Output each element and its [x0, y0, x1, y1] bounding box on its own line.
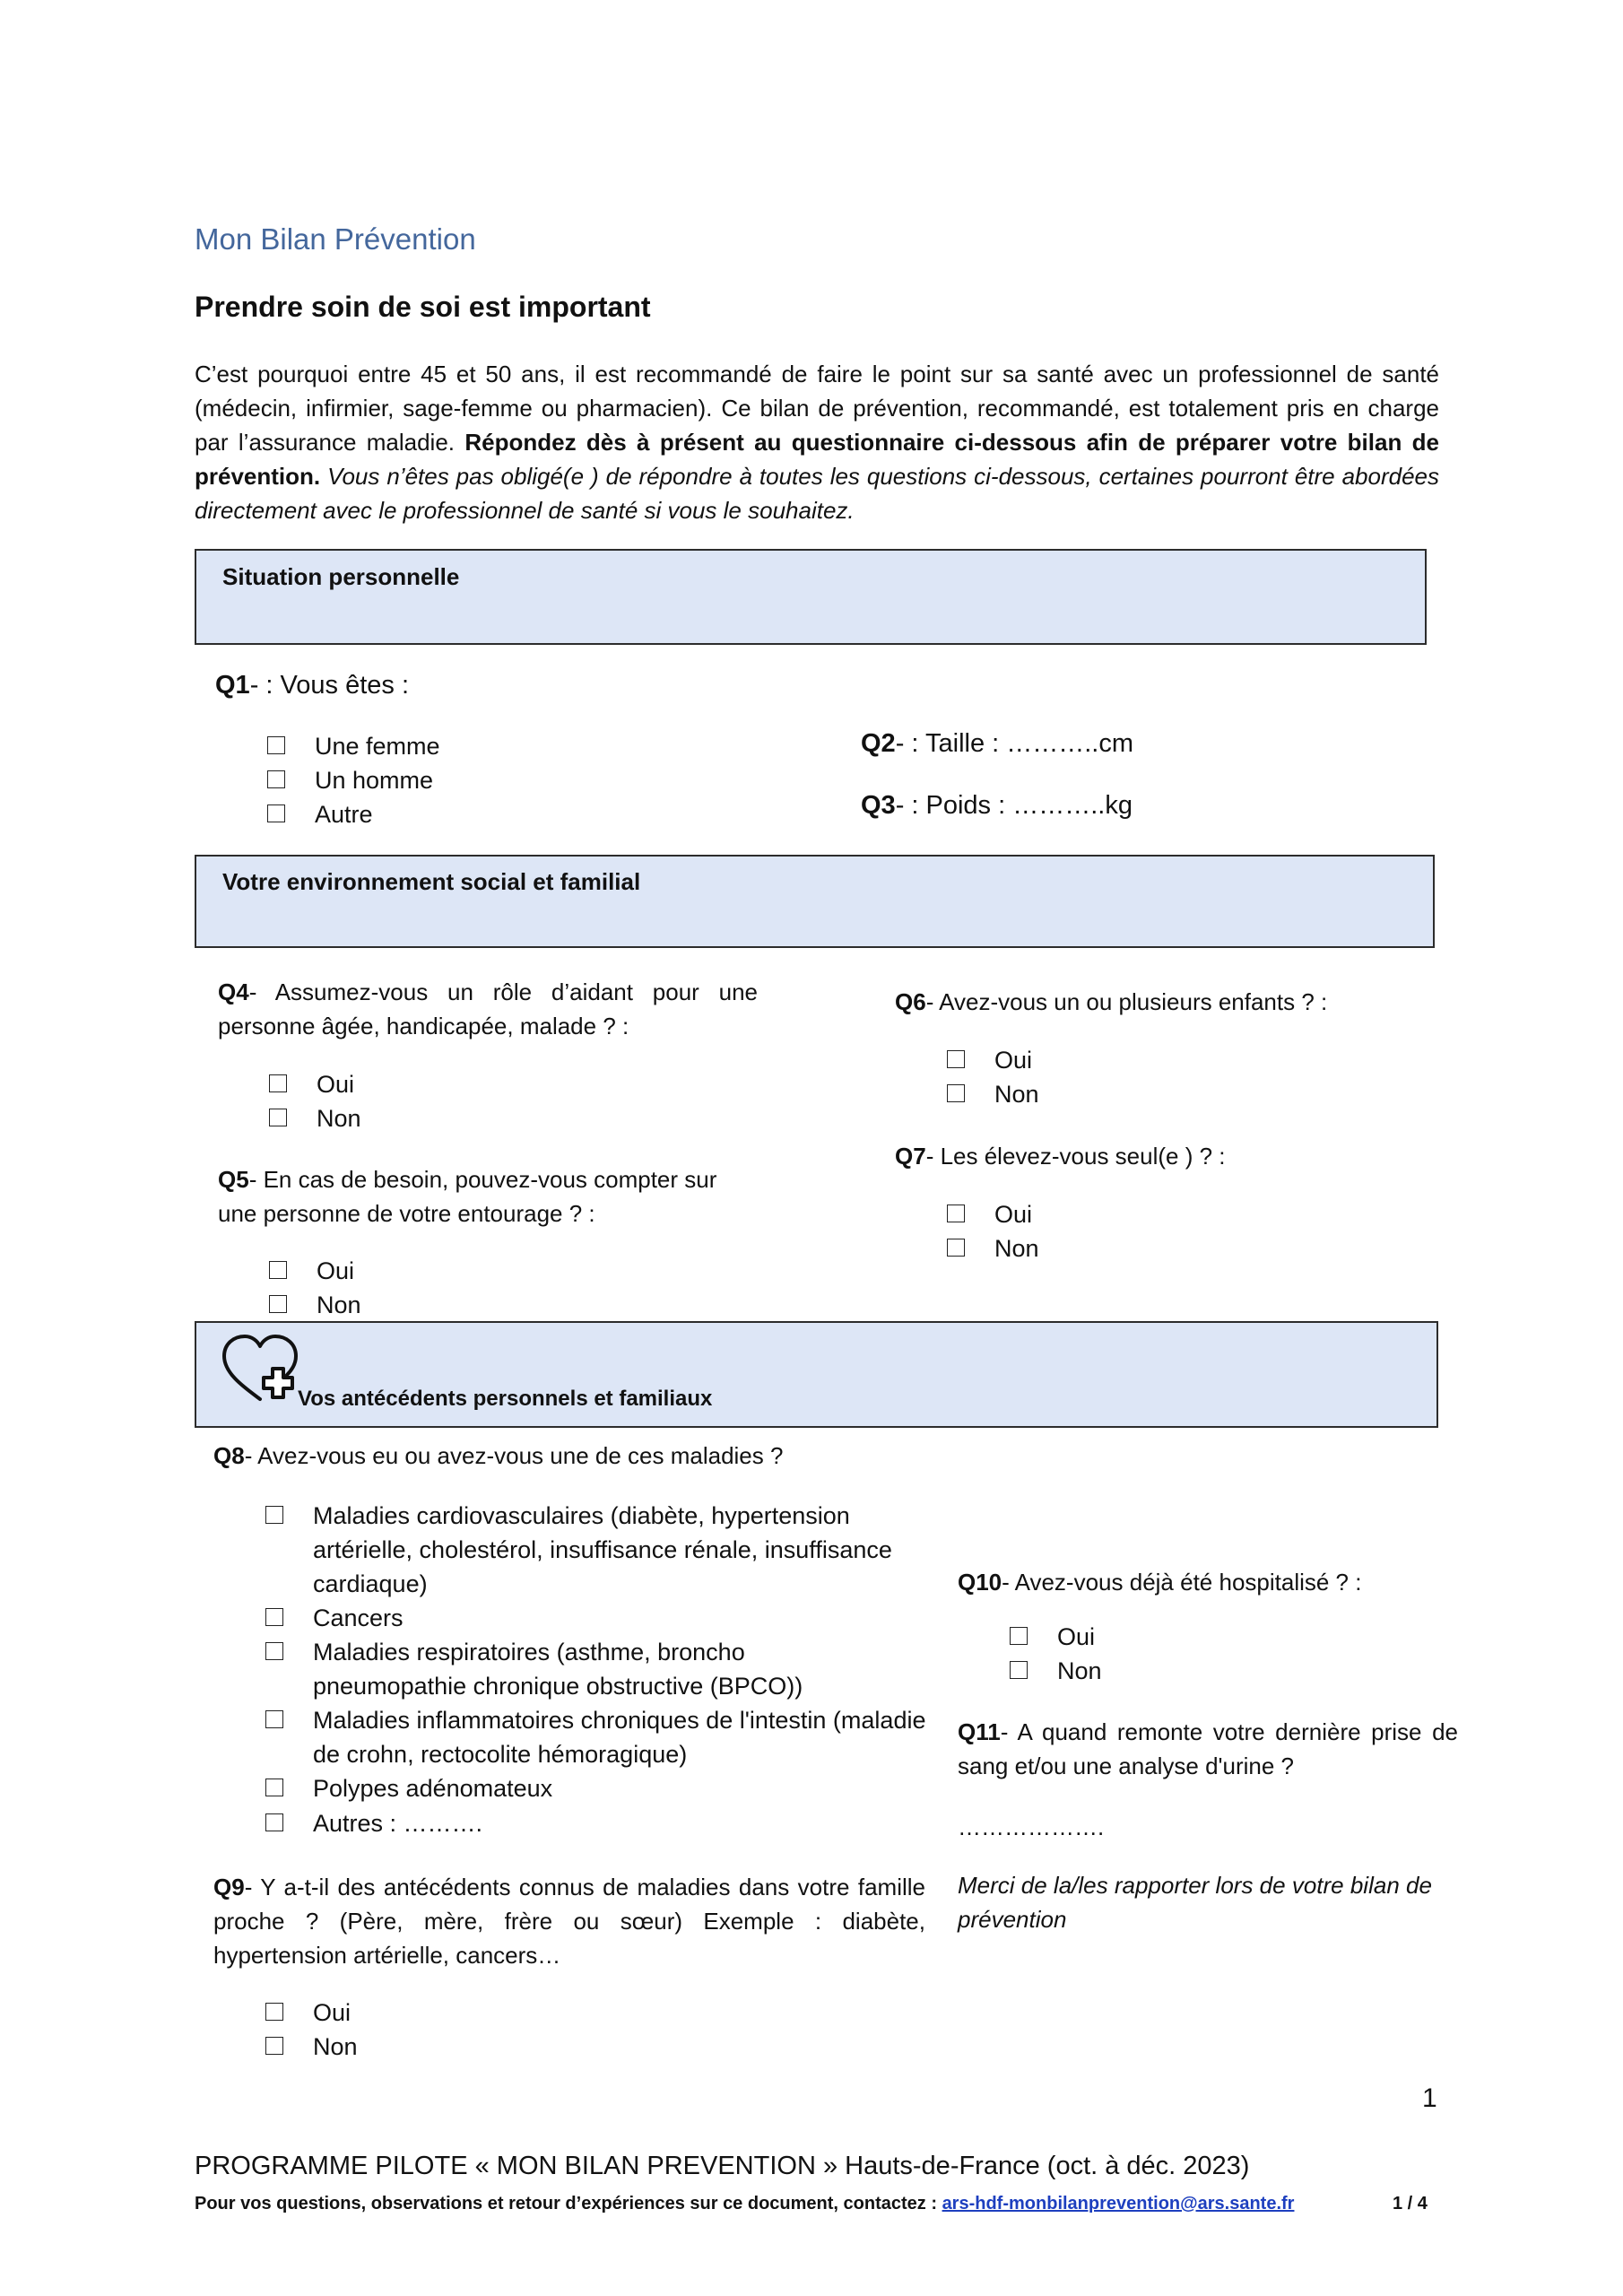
checkbox-option[interactable]: [265, 1771, 552, 1805]
question-text: - : Taille : ………..cm: [895, 729, 1134, 758]
checkbox-option[interactable]: [269, 1254, 354, 1288]
checkbox-option[interactable]: [1010, 1654, 1102, 1688]
option-label: Oui: [1057, 1623, 1096, 1650]
question-number: Q4: [218, 978, 249, 1005]
checkbox-option[interactable]: [269, 1101, 361, 1135]
question-number: Q11: [958, 1718, 1001, 1745]
option-label: Autre: [315, 801, 373, 828]
checkbox-option[interactable]: [265, 1601, 929, 1635]
option-label: Non: [994, 1235, 1039, 1262]
question-number: Q7: [895, 1143, 926, 1170]
checkbox[interactable]: [265, 1506, 283, 1524]
option-label: Non: [317, 1105, 361, 1132]
question-text: - Avez-vous un ou plusieurs enfants ? :: [925, 988, 1328, 1015]
document-title: Mon Bilan Prévention: [195, 222, 476, 256]
checkbox-option[interactable]: [269, 1067, 354, 1101]
question-number: Q2: [861, 729, 896, 758]
option-label: Oui: [317, 1071, 355, 1098]
checkbox-option[interactable]: [269, 1288, 361, 1322]
question-number: Q10: [958, 1569, 1002, 1596]
option-label: Maladies cardiovasculaires (diabète, hypertension artérielle, cholestérol, insuffisance rénale, insuffisance cardiaque): [313, 1502, 892, 1597]
checkbox-option[interactable]: [265, 2030, 358, 2064]
option-label: Non: [1057, 1657, 1102, 1684]
intro-paragraph: [195, 357, 1439, 527]
section-title-antecedents: Vos antécédents personnels et familiaux: [298, 1387, 713, 1411]
option-label: Oui: [994, 1201, 1033, 1228]
checkbox-option[interactable]: [267, 729, 440, 763]
question-number: Q3: [861, 791, 896, 820]
checkbox[interactable]: [265, 1779, 283, 1796]
checkbox[interactable]: [947, 1084, 965, 1102]
option-label: Un homme: [315, 767, 434, 794]
section-title-environnement: Votre environnement social et familial: [222, 868, 641, 895]
question-text: - Assumez-vous un rôle d’aidant pour une personne âgée, handicapée, malade ? :: [218, 978, 758, 1039]
question-q2[interactable]: [861, 729, 1133, 759]
checkbox-option[interactable]: [265, 1806, 482, 1840]
question-number: Q9: [213, 1874, 245, 1900]
option-label: Une femme: [315, 733, 440, 760]
checkbox-option[interactable]: [265, 1996, 351, 2030]
page-number: 1: [1422, 2083, 1437, 2113]
checkbox[interactable]: [1010, 1627, 1028, 1645]
checkbox-option[interactable]: [265, 1499, 929, 1601]
checkbox[interactable]: [947, 1050, 965, 1068]
checkbox[interactable]: [265, 1642, 283, 1660]
question-text: - Y a-t-il des antécédents connus de maladies dans votre famille proche ? (Père, mère, frère ou sœur) Exemple : diabète, hypertension artérielle, cancers…: [213, 1874, 925, 1969]
question-q10: [958, 1565, 1361, 1599]
option-label: Oui: [313, 1999, 352, 2026]
question-text: - : Poids : ………..kg: [895, 791, 1133, 820]
option-label: Maladies inflammatoires chroniques de l'intestin (maladie de crohn, rectocolite hémoragique): [313, 1707, 926, 1768]
checkbox-option[interactable]: [947, 1043, 1032, 1077]
question-q7: [895, 1139, 1226, 1173]
checkbox-option[interactable]: [267, 763, 433, 797]
q11-answer-field[interactable]: ……………….: [958, 1813, 1105, 1840]
option-label: Autres : ……….: [313, 1810, 483, 1837]
question-q3[interactable]: [861, 791, 1133, 821]
intro-text: C’est pourquoi entre 45 et 50 ans, il est recommandé de faire le point sur sa santé avec un professionnel de santé (médecin, infirmier, sage-femme ou pharmacien). Ce bilan de prévention, recommandé, est totalement pris en charge par l’assurance maladie.: [195, 361, 1439, 456]
checkbox-option[interactable]: [267, 797, 373, 831]
option-label: Oui: [994, 1047, 1033, 1074]
footer-program: PROGRAMME PILOTE « MON BILAN PREVENTION » Hauts-de-France (oct. à déc. 2023): [195, 2152, 1250, 2180]
checkbox[interactable]: [1010, 1661, 1028, 1679]
checkbox-option[interactable]: [947, 1231, 1039, 1265]
checkbox[interactable]: [267, 770, 285, 788]
checkbox-option[interactable]: [265, 1703, 929, 1771]
question-text: - A quand remonte votre dernière prise de sang et/ou une analyse d'urine ?: [958, 1718, 1458, 1779]
heart-plus-icon: [219, 1333, 301, 1408]
checkbox[interactable]: [267, 736, 285, 754]
page-heading: Prendre soin de soi est important: [195, 291, 651, 323]
q11-note: Merci de la/les rapporter lors de votre bilan de prévention: [958, 1872, 1432, 1933]
question-text: - En cas de besoin, pouvez-vous compter sur une personne de votre entourage ? :: [218, 1166, 717, 1227]
checkbox[interactable]: [269, 1074, 287, 1092]
checkbox-option[interactable]: [947, 1077, 1039, 1111]
checkbox[interactable]: [269, 1295, 287, 1313]
checkbox[interactable]: [265, 1710, 283, 1728]
section-title-situation: Situation personnelle: [222, 563, 460, 590]
checkbox[interactable]: [265, 1813, 283, 1831]
checkbox-option[interactable]: [265, 1635, 857, 1703]
checkbox[interactable]: [265, 1608, 283, 1626]
option-label: Maladies respiratoires (asthme, broncho pneumopathie chronique obstructive (BPCO)): [313, 1639, 803, 1700]
footer-page-of: 1 / 4: [1393, 2194, 1428, 2213]
question-q4: [218, 975, 758, 1043]
section-antecedents: [195, 1321, 1438, 1428]
question-q5: [218, 1162, 758, 1231]
option-label: Non: [313, 2033, 358, 2060]
question-number: Q1: [215, 671, 250, 700]
option-label: Oui: [317, 1257, 355, 1284]
question-q8: [213, 1439, 783, 1473]
question-q11: [958, 1715, 1458, 1783]
checkbox[interactable]: [947, 1239, 965, 1257]
intro-bold-text: Répondez dès à présent au questionnaire ci-dessous afin de préparer votre bilan de prévention.: [195, 429, 1439, 490]
question-number: Q8: [213, 1442, 245, 1469]
footer-email-link[interactable]: ars-hdf-monbilanprevention@ars.sante.fr: [942, 2194, 1295, 2213]
checkbox[interactable]: [269, 1109, 287, 1126]
question-text: - Avez-vous eu ou avez-vous une de ces maladies ?: [244, 1442, 784, 1469]
question-q9: [213, 1870, 925, 1972]
checkbox[interactable]: [265, 2037, 283, 2055]
checkbox-option[interactable]: [947, 1197, 1032, 1231]
option-label: Non: [317, 1292, 361, 1318]
checkbox[interactable]: [267, 804, 285, 822]
question-number: Q5: [218, 1166, 249, 1193]
question-q6: [895, 985, 1327, 1019]
footer-contact-text: Pour vos questions, observations et retour d’expériences sur ce document, contactez :: [195, 2194, 942, 2213]
checkbox-option[interactable]: [1010, 1620, 1095, 1654]
footer-contact: [195, 2194, 1294, 2214]
option-label: Non: [994, 1081, 1039, 1108]
checkbox[interactable]: [947, 1205, 965, 1222]
checkbox[interactable]: [269, 1261, 287, 1279]
question-number: Q6: [895, 988, 926, 1015]
checkbox[interactable]: [265, 2003, 283, 2021]
question-text: - : Vous êtes :: [249, 671, 410, 700]
question-text: - Les élevez-vous seul(e ) ? :: [925, 1143, 1226, 1170]
question-q1: [215, 671, 409, 700]
intro-italic-text: Vous n’êtes pas obligé(e ) de répondre à toutes les questions ci-dessous, certaines pourront être abordées directement avec le professionnel de santé si vous le souhaitez.: [195, 463, 1439, 524]
option-label: Cancers: [313, 1605, 404, 1631]
question-text: - Avez-vous déjà été hospitalisé ? :: [1002, 1569, 1362, 1596]
option-label: Polypes adénomateux: [313, 1775, 553, 1802]
